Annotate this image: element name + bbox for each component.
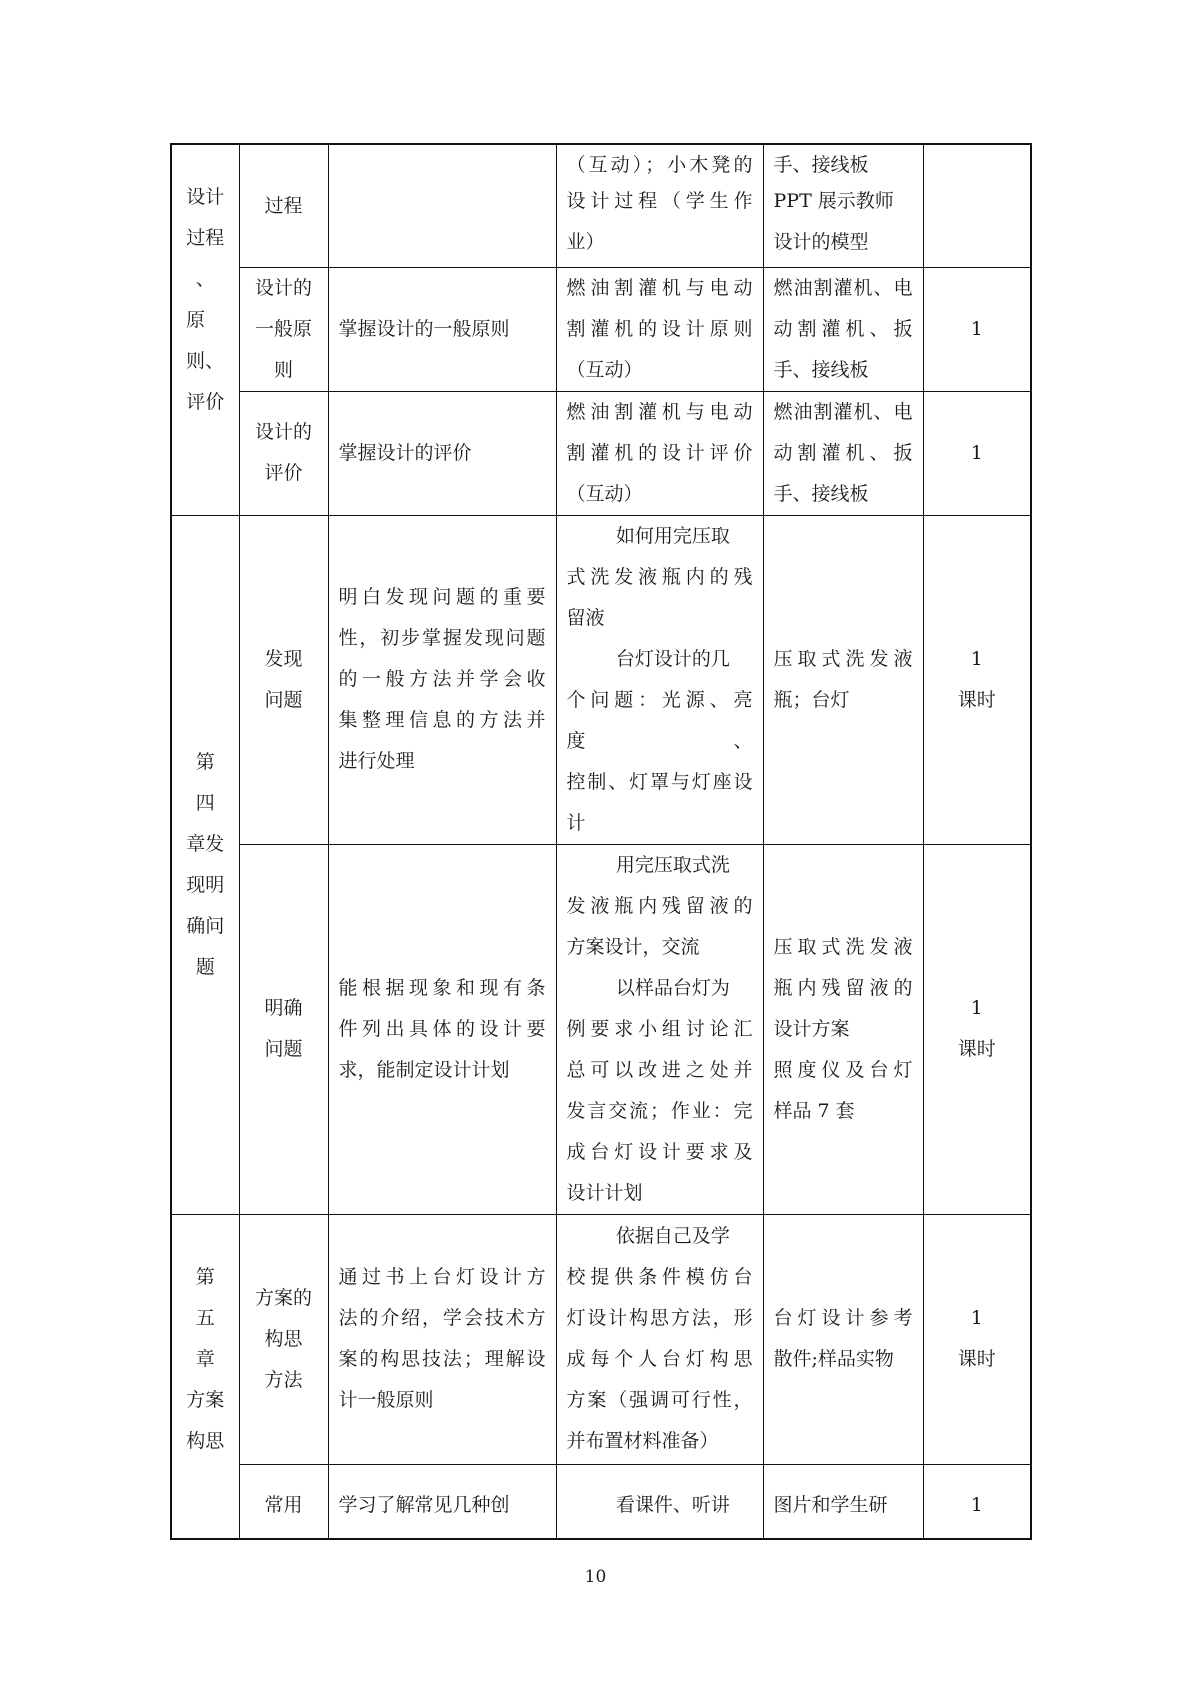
hours-cell [923, 267, 1031, 391]
section-line: 常用 [264, 1493, 303, 1516]
section-line: 评价 [264, 462, 303, 484]
material-line: 瓶；台灯 [773, 688, 850, 711]
material-line: 瓶内残留液的 [773, 976, 913, 999]
material-cell [763, 1464, 923, 1539]
material-cell [763, 515, 923, 844]
hours-cell [923, 391, 1031, 515]
hours-cell [923, 515, 1031, 844]
hours-cell [923, 144, 1031, 267]
section-line: 过程 [264, 194, 303, 217]
chapter-line: 题 [195, 955, 215, 978]
goal-line: 通过书上台灯设计方 [338, 1266, 546, 1288]
activity-line: 燃油割灌机与电动 [566, 276, 753, 299]
section-line: 问题 [264, 688, 303, 711]
activity-line: （互动） [566, 482, 643, 505]
activity-line: 发液瓶内残留液的 [566, 894, 753, 917]
table-row [171, 844, 1031, 1214]
section-line: 一般原 [254, 317, 312, 340]
section-cell [239, 844, 328, 1214]
activity-cell [556, 1464, 763, 1539]
chapter-line: 、 [195, 268, 215, 290]
chapter-line: 则、 [186, 350, 225, 372]
section-cell [239, 1214, 328, 1464]
activity-line: 业） [566, 230, 605, 253]
activity-cell [556, 391, 763, 515]
section-cell [239, 267, 328, 391]
goal-line: 集整理信息的方法并 [338, 709, 546, 731]
material-line: 手、接线板 [773, 482, 869, 505]
goal-cell [328, 267, 556, 391]
material-line: 台灯设计参考 [773, 1307, 913, 1329]
material-cell [763, 144, 923, 267]
section-line: 则 [273, 358, 293, 381]
hours-line: 1 [970, 441, 983, 464]
material-line: 样品 7 套 [773, 1099, 855, 1122]
material-line: 手、接线板 [773, 358, 869, 381]
hours-line: 1 [970, 317, 983, 340]
section-cell [239, 515, 328, 844]
activity-line: 控制、灯罩与灯座设 [566, 770, 753, 793]
chapter-line: 四 [195, 791, 215, 814]
material-line: 燃油割灌机、电 [773, 276, 913, 299]
activity-line: 台灯设计的几 [615, 647, 730, 670]
activity-line: 留液 [566, 606, 605, 629]
activity-cell [556, 844, 763, 1214]
goal-line: 的一般方法并学会收 [338, 668, 546, 690]
material-cell [763, 391, 923, 515]
chapter-line: 五 [195, 1306, 215, 1329]
activity-line: 设计过程（学生作 [566, 189, 753, 212]
activity-line: 割灌机的设计评价 [566, 441, 753, 464]
chapter-line: 章 [195, 1347, 215, 1370]
hours-line: 1 [970, 997, 983, 1019]
goal-cell [328, 844, 556, 1214]
hours-line: 1 [970, 647, 983, 670]
section-line: 发现 [264, 647, 303, 670]
hours-cell [923, 1214, 1031, 1464]
section-cell [239, 391, 328, 515]
goal-line: 件列出具体的设计要 [338, 1017, 546, 1040]
activity-line: 方案（强调可行性， [566, 1389, 753, 1411]
hours-line: 1 [970, 1493, 983, 1516]
activity-line: （互动）；小木凳的 [566, 153, 753, 176]
activity-line: 方案设计，交流 [566, 935, 700, 958]
chapter-line: 第 [195, 1265, 215, 1288]
section-line: 设计的 [254, 421, 312, 443]
section-line: 明确 [264, 997, 303, 1019]
material-line: PPT 展示教师 [773, 189, 894, 212]
table-row [171, 267, 1031, 391]
section-line: 方法 [264, 1368, 303, 1391]
activity-line: 例要求小组讨论汇 [566, 1017, 753, 1040]
activity-line: 灯设计构思方法，形 [566, 1307, 753, 1329]
section-line: 构思 [264, 1327, 303, 1350]
table-row [171, 1214, 1031, 1464]
activity-line: 发言交流；作业：完 [566, 1099, 753, 1122]
chapter-line: 设计 [186, 186, 225, 208]
activity-line: 以样品台灯为 [615, 976, 730, 999]
material-line: 散件;样品实物 [773, 1348, 894, 1370]
hours-line: 课时 [957, 688, 996, 711]
chapter-cell [171, 1214, 239, 1539]
activity-line: 燃油割灌机与电动 [566, 400, 753, 423]
activity-line: （互动） [566, 358, 643, 381]
activity-cell [556, 267, 763, 391]
material-cell [763, 267, 923, 391]
chapter-cell [171, 144, 239, 515]
section-line: 问题 [264, 1038, 303, 1060]
goal-line: 学习了解常见几种创 [338, 1493, 510, 1516]
material-cell [763, 1214, 923, 1464]
material-line: 设计方案 [773, 1017, 850, 1040]
hours-line: 课时 [957, 1038, 996, 1060]
section-cell [239, 144, 328, 267]
goal-cell [328, 391, 556, 515]
goal-cell [328, 144, 556, 267]
section-cell [239, 1464, 328, 1539]
goal-cell [328, 515, 556, 844]
section-line: 方案的 [254, 1286, 312, 1309]
table-row [171, 515, 1031, 844]
activity-line: 用完压取式洗 [615, 853, 730, 876]
hours-cell [923, 844, 1031, 1214]
material-line: 压取式洗发液 [773, 935, 913, 958]
material-line: 燃油割灌机、电 [773, 400, 913, 423]
activity-line: 设计计划 [566, 1181, 643, 1204]
lesson-plan-table [170, 143, 1032, 1540]
goal-line: 掌握设计的一般原则 [338, 317, 510, 340]
material-line: 动割灌机、扳 [773, 317, 913, 340]
goal-line: 掌握设计的评价 [338, 441, 472, 464]
chapter-line: 构思 [186, 1429, 225, 1452]
activity-line: 如何用完压取 [615, 524, 730, 547]
chapter-line: 过程 [186, 227, 225, 249]
goal-line: 能根据现象和现有条 [338, 976, 546, 999]
chapter-line: 原 [186, 309, 206, 331]
activity-line: 式洗发液瓶内的残 [566, 565, 753, 588]
activity-line: 计 [566, 811, 586, 834]
chapter-line: 评价 [186, 391, 225, 413]
chapter-line: 方案 [186, 1388, 225, 1411]
section-line: 设计的 [254, 276, 312, 299]
activity-line: 并布置材料准备） [566, 1430, 719, 1452]
goal-line: 进行处理 [338, 750, 415, 772]
chapter-line: 第 [195, 750, 215, 773]
goal-line: 明白发现问题的重要 [338, 586, 546, 608]
activity-line: 个问题：光源、亮度、 [566, 688, 753, 752]
chapter-cell [171, 515, 239, 1214]
table-row [171, 144, 1031, 267]
activity-line: 成台灯设计要求及 [566, 1140, 753, 1163]
activity-line: 总可以改进之处并 [566, 1058, 753, 1081]
table-row [171, 1464, 1031, 1539]
goal-cell [328, 1214, 556, 1464]
activity-line: 依据自己及学 [615, 1225, 730, 1247]
material-line: 压取式洗发液 [773, 647, 913, 670]
activity-line: 割灌机的设计原则 [566, 317, 753, 340]
goal-line: 求，能制定设计计划 [338, 1058, 510, 1081]
chapter-line: 现明 [186, 873, 225, 896]
hours-line: 课时 [957, 1348, 996, 1370]
activity-line: 成每个人台灯构思 [566, 1348, 753, 1370]
material-cell [763, 844, 923, 1214]
activity-line: 看课件、听讲 [615, 1493, 730, 1516]
activity-cell [556, 144, 763, 267]
goal-cell [328, 1464, 556, 1539]
goal-line: 案的构思技法；理解设 [338, 1348, 546, 1370]
hours-cell [923, 1464, 1031, 1539]
material-line: 图片和学生研 [773, 1493, 888, 1516]
chapter-line: 章发 [186, 832, 225, 855]
activity-cell [556, 515, 763, 844]
goal-line: 计一般原则 [338, 1389, 434, 1411]
goal-line: 法的介绍，学会技术方 [338, 1307, 546, 1329]
material-line: 照度仪及台灯 [773, 1058, 913, 1081]
table-row [171, 391, 1031, 515]
page-number: 10 [584, 1567, 607, 1587]
activity-line: 校提供条件模仿台 [566, 1266, 753, 1288]
activity-cell [556, 1214, 763, 1464]
material-line: 动割灌机、扳 [773, 441, 913, 464]
chapter-line: 确问 [186, 914, 225, 937]
material-line: 手、接线板 [773, 153, 869, 176]
hours-line: 1 [970, 1307, 983, 1329]
goal-line: 性，初步掌握发现问题 [338, 627, 546, 649]
material-line: 设计的模型 [773, 230, 869, 253]
